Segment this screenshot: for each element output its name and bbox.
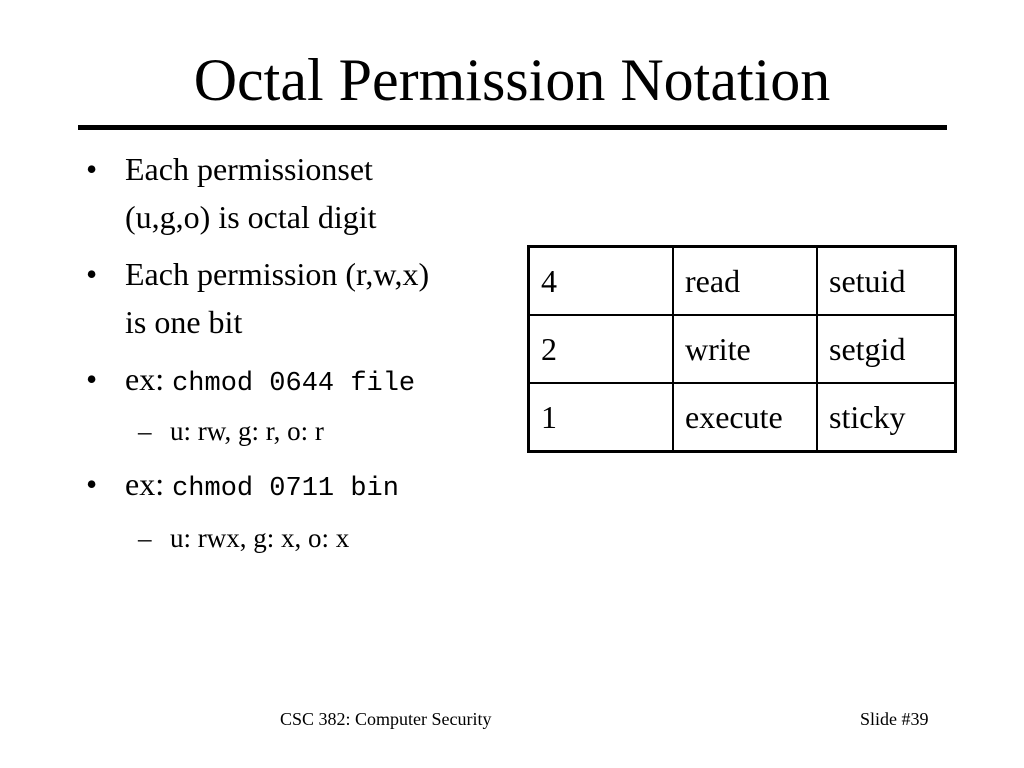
table-cell-special: setuid — [817, 247, 956, 316]
bullet-text-continuation: is one bit — [125, 304, 243, 340]
bullet-text — [125, 360, 415, 403]
table-row — [529, 383, 956, 452]
table-row — [529, 315, 956, 383]
footer-slide-number: Slide #39 — [860, 709, 929, 729]
table-cell-permission: write — [673, 315, 817, 383]
bullet-marker: • — [86, 256, 98, 292]
bullet-marker: • — [86, 466, 98, 502]
footer-course: CSC 382: Computer Security — [280, 709, 492, 729]
table-cell-special: setgid — [817, 315, 956, 383]
table-cell-value: 1 — [529, 383, 674, 452]
bullet-text-continuation: (u,g,o) is octal digit — [125, 199, 377, 235]
subbullet-marker: – — [138, 523, 152, 553]
table-cell-permission: read — [673, 247, 817, 316]
bullet-marker: • — [86, 361, 98, 397]
bullet-text — [125, 465, 399, 508]
slide-title: Octal Permission Notation — [193, 47, 831, 113]
bullet-prefix: ex: — [125, 466, 173, 502]
permission-bits-table — [527, 245, 957, 453]
code-snippet: chmod 0644 file — [172, 369, 416, 399]
subbullet-marker: – — [138, 416, 152, 446]
table-cell-value: 4 — [529, 247, 674, 316]
bullet-text: Each permissionset — [125, 151, 373, 187]
bullet-text: Each permission (r,w,x) — [125, 256, 430, 292]
table-cell-permission: execute — [673, 383, 817, 452]
bullet-prefix: ex: — [125, 361, 173, 397]
code-snippet: chmod 0711 bin — [172, 474, 399, 504]
subbullet-text: u: rw, g: r, o: r — [170, 416, 324, 446]
subbullet-text: u: rwx, g: x, o: x — [170, 523, 350, 553]
title-underline — [78, 125, 947, 130]
table-cell-special: sticky — [817, 383, 956, 452]
bullet-marker: • — [86, 151, 98, 187]
table-row — [529, 247, 956, 316]
table-cell-value: 2 — [529, 315, 674, 383]
